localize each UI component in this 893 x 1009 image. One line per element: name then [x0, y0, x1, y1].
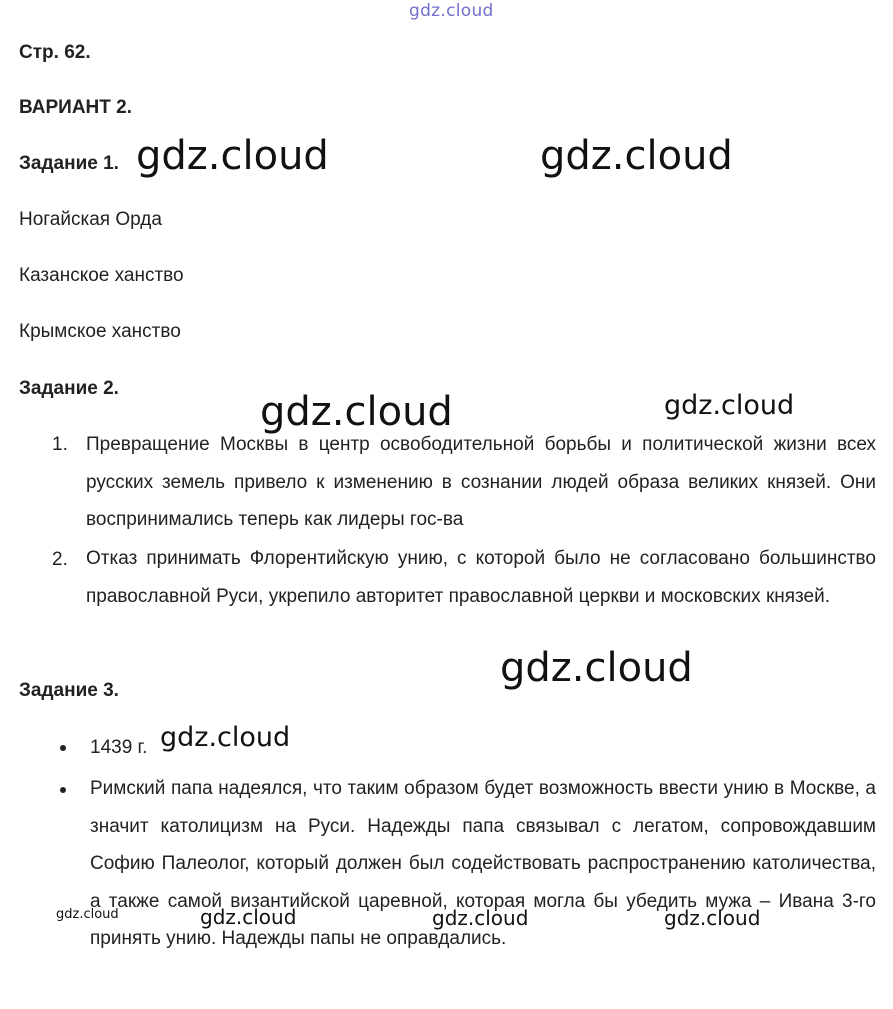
- watermark: gdz.cloud: [500, 645, 693, 691]
- list-number: 2.: [52, 549, 68, 570]
- task1-item: Ногайская Орда: [19, 209, 162, 230]
- page-reference: Стр. 62.: [19, 42, 91, 63]
- bullet-icon: [60, 745, 66, 751]
- watermark: gdz.cloud: [260, 389, 453, 435]
- task1-heading: Задание 1.: [19, 153, 119, 174]
- watermark: gdz.cloud: [160, 722, 291, 753]
- watermark: gdz.cloud: [664, 906, 761, 930]
- task1-item: Казанское ханство: [19, 265, 184, 286]
- watermark-top: gdz.cloud: [409, 1, 494, 21]
- variant-heading: ВАРИАНТ 2.: [19, 97, 132, 118]
- task1-item: Крымское ханство: [19, 321, 181, 342]
- watermark: gdz.cloud: [56, 907, 119, 922]
- task3-heading: Задание 3.: [19, 680, 119, 701]
- task2-paragraph: Отказ принимать Флорентийскую унию, с которой было не согласовано большинство православной Руси, укрепило авторитет православной церкви и московских князей.: [86, 548, 876, 607]
- watermark: gdz.cloud: [540, 133, 733, 179]
- task3-item: 1439 г.: [90, 737, 148, 758]
- watermark: gdz.cloud: [200, 905, 297, 929]
- task2-paragraph: Превращение Москвы в центр освободительной борьбы и политической жизни всех русских земель привело к изменению в сознании людей образа великих князей. Они воспринимались теперь как лидеры гос-ва: [86, 434, 876, 531]
- watermark: gdz.cloud: [664, 390, 795, 421]
- task2-heading: Задание 2.: [19, 378, 119, 399]
- list-number: 1.: [52, 434, 68, 455]
- watermark: gdz.cloud: [136, 133, 329, 179]
- task3-paragraph: Римский папа надеялся, что таким образом будет возможность ввести унию в Москве, а значит католицизм на Руси. Надежды папа связывал с легатом, сопровождавшим Софию Палеолог, который должен был содействовать распространению католичества, а также самой византийской царевной, которая могла бы убедить мужа – Ивана 3-го принять унию. Надежды папы не оправдались.: [90, 778, 876, 950]
- bullet-icon: [60, 787, 66, 793]
- watermark: gdz.cloud: [432, 906, 529, 930]
